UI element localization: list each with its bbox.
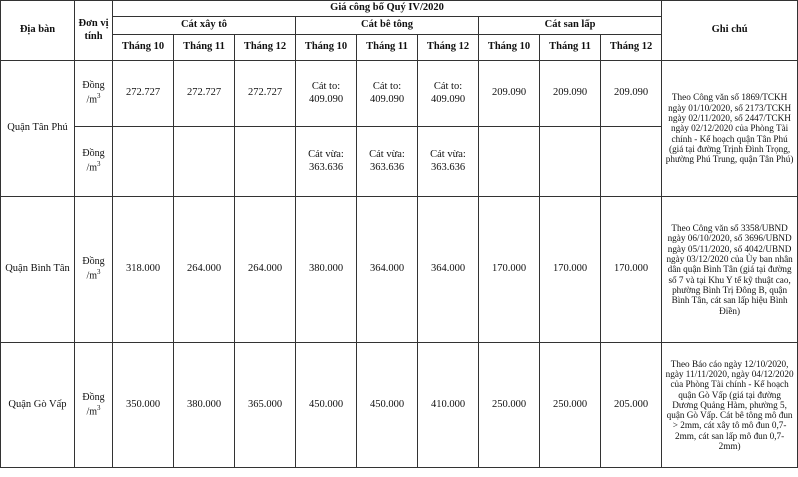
empty-cell <box>113 127 174 197</box>
empty-cell <box>479 127 540 197</box>
value-cell: 318.000 <box>113 197 174 343</box>
value-cell: 170.000 <box>479 197 540 343</box>
unit-cell: Đồng $/m^3$ <box>75 61 113 127</box>
header-unit: Đơn vị tính <box>75 1 113 61</box>
unit-cell: Đồng $/m^3$ <box>75 127 113 197</box>
value-cell: Cát vừa: 363.636 <box>418 127 479 197</box>
value-cell: 272.727 <box>235 61 296 127</box>
header-cat-be-tong: Cát bê tông <box>296 17 479 35</box>
value-cell: 380.000 <box>296 197 357 343</box>
value-cell: Cát to: 409.090 <box>418 61 479 127</box>
note-cell: Theo Công văn số 3358/UBND ngày 06/10/2020, số 3696/UBND ngày 05/11/2020, số 4042/UBND ngày 03/12/2020 của Ủy ban nhân dân quận Bình Tân (giá tại đường số 7 và tại Khu Y tế kỹ thuật cao, phường Bình Trị Đông B, quận Bình Tân, cát san lấp hiệu Bình Điền) <box>662 197 798 343</box>
empty-cell <box>235 127 296 197</box>
value-cell: 209.090 <box>601 61 662 127</box>
value-cell: 350.000 <box>113 343 174 468</box>
value-cell: Cát vừa: 363.636 <box>296 127 357 197</box>
table-row <box>1 61 798 127</box>
empty-cell <box>174 127 235 197</box>
unit-cell: Đồng $/m^3$ <box>75 197 113 343</box>
value-cell: 450.000 <box>296 343 357 468</box>
header-row-1 <box>1 1 798 17</box>
note-cell: Theo Công văn số 1869/TCKH ngày 01/10/2020, số 2173/TCKH ngày 02/11/2020, số 2447/TCKH ngày 02/12/2020 của Phòng Tài chính - Kế hoạch quận Tân Phú (giá tại đường Trịnh Đình Trọng, phường Phú Trung, quận Tân Phú) <box>662 61 798 197</box>
value-cell: 250.000 <box>479 343 540 468</box>
month-header: Tháng 11 <box>174 35 235 61</box>
table-row <box>1 343 798 468</box>
value-cell: 272.727 <box>113 61 174 127</box>
value-cell: 450.000 <box>357 343 418 468</box>
header-note: Ghi chú <box>662 1 798 61</box>
unit-cell: Đồng $/m^3$ <box>75 343 113 468</box>
month-header: Tháng 10 <box>113 35 174 61</box>
value-cell: 209.090 <box>479 61 540 127</box>
area-cell: Quận Bình Tân <box>1 197 75 343</box>
header-price-group: Giá công bố Quý IV/2020 <box>113 1 662 17</box>
value-cell: 209.090 <box>540 61 601 127</box>
table-row <box>1 197 798 343</box>
value-cell: 364.000 <box>357 197 418 343</box>
area-cell: Quận Tân Phú <box>1 61 75 197</box>
empty-cell <box>601 127 662 197</box>
value-cell: 364.000 <box>418 197 479 343</box>
value-cell: 170.000 <box>540 197 601 343</box>
month-header: Tháng 12 <box>601 35 662 61</box>
month-header: Tháng 10 <box>479 35 540 61</box>
header-cat-xay-to: Cát xây tô <box>113 17 296 35</box>
value-cell: 272.727 <box>174 61 235 127</box>
value-cell: 380.000 <box>174 343 235 468</box>
month-header: Tháng 11 <box>540 35 601 61</box>
value-cell: 170.000 <box>601 197 662 343</box>
month-header: Tháng 10 <box>296 35 357 61</box>
area-cell: Quận Gò Vấp <box>1 343 75 468</box>
month-header: Tháng 12 <box>418 35 479 61</box>
header-cat-san-lap: Cát san lấp <box>479 17 662 35</box>
empty-cell <box>540 127 601 197</box>
value-cell: 264.000 <box>235 197 296 343</box>
value-cell: 410.000 <box>418 343 479 468</box>
header-area: Địa bàn <box>1 1 75 61</box>
value-cell: 365.000 <box>235 343 296 468</box>
value-cell: 205.000 <box>601 343 662 468</box>
value-cell: 264.000 <box>174 197 235 343</box>
value-cell: Cát to: 409.090 <box>357 61 418 127</box>
value-cell: 250.000 <box>540 343 601 468</box>
value-cell: Cát vừa: 363.636 <box>357 127 418 197</box>
month-header: Tháng 12 <box>235 35 296 61</box>
month-header: Tháng 11 <box>357 35 418 61</box>
value-cell: Cát to: 409.090 <box>296 61 357 127</box>
note-cell: Theo Báo cáo ngày 12/10/2020, ngày 11/11/2020, ngày 04/12/2020 của Phòng Tài chính - Kế hoạch quận Gò Vấp (giá tại đường Dương Quảng Hàm, phường 5, quận Gò Vấp. Cát bê tông mô đun > 2mm, cát xây tô mô đun 0,7-2mm, cát san lấp mô đun 0,7-2mm) <box>662 343 798 468</box>
